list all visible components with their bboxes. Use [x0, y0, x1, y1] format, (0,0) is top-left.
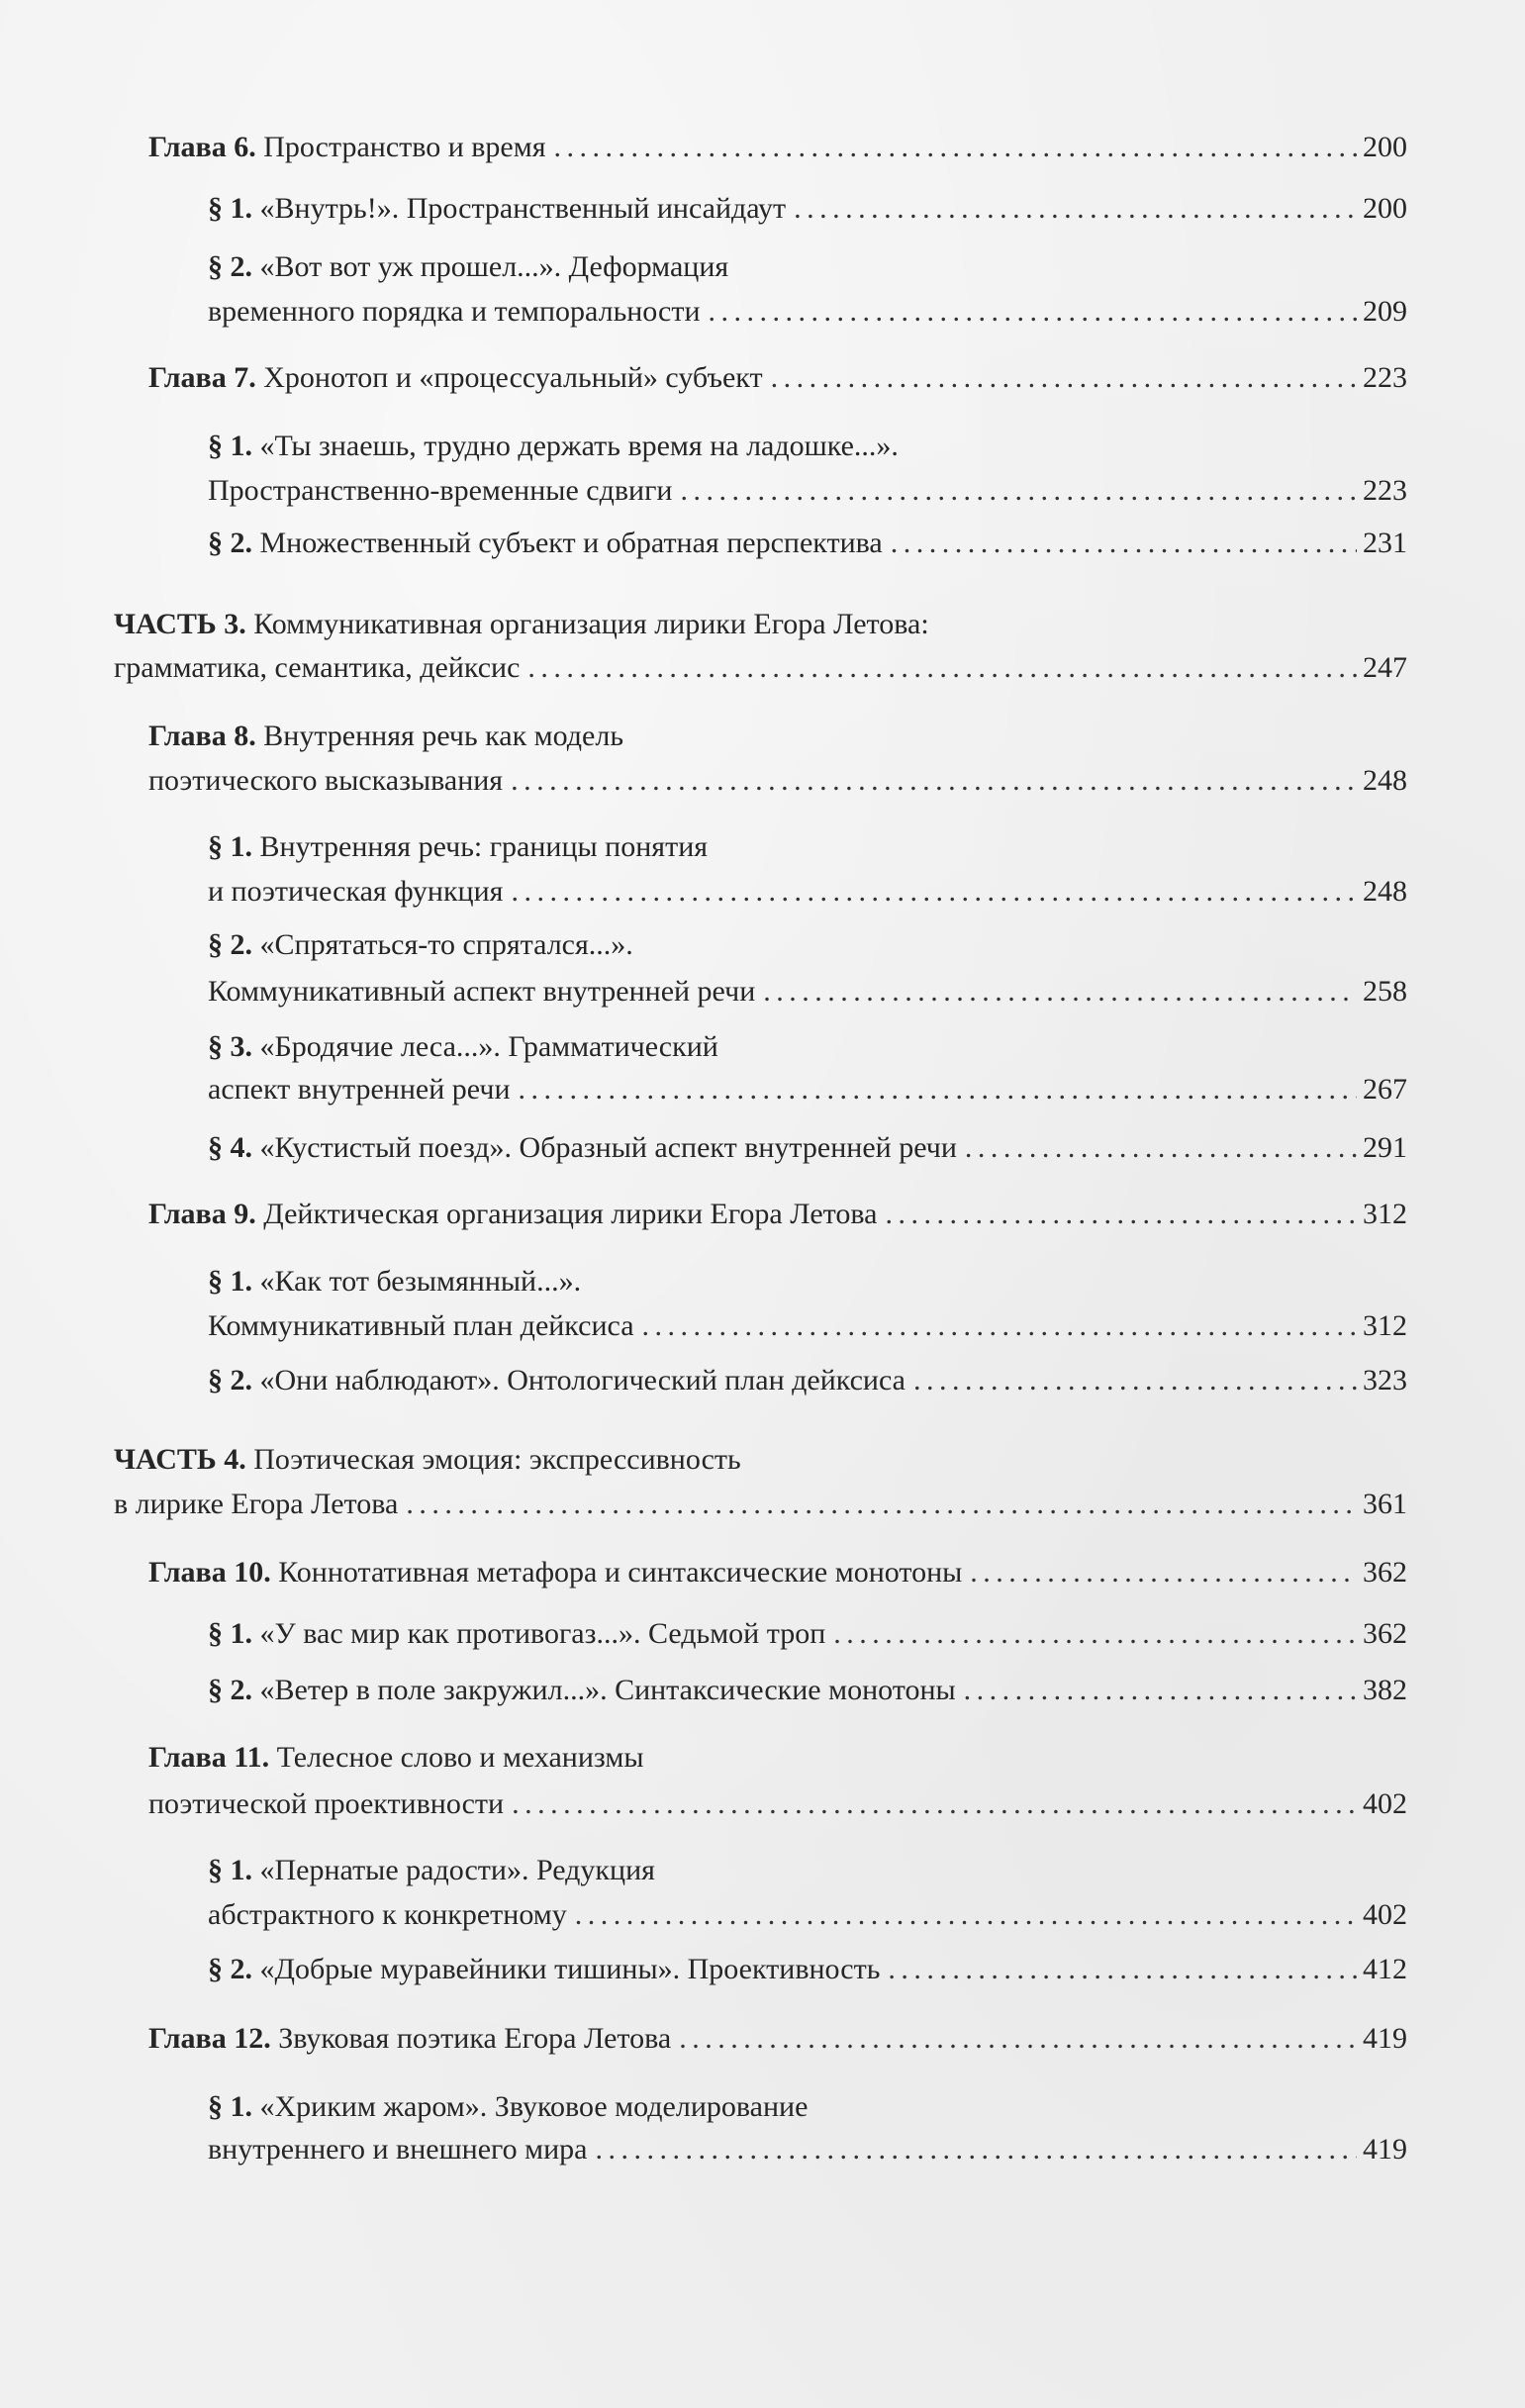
toc-chapter-12[interactable]	[148, 2017, 1407, 2061]
entry-title-cont: Пространственно-временные сдвиги	[208, 474, 673, 507]
toc-chapter-8-line1[interactable]	[148, 715, 1407, 758]
entry-title: Дейктическая организация лирики Егора Летова	[263, 1198, 878, 1230]
entry-title: «Пернатые радости». Редукция	[259, 1854, 655, 1886]
dot-leader	[794, 187, 1357, 231]
entry-title-cont: аспект внутренней речи	[208, 1073, 511, 1106]
dot-leader	[885, 1193, 1357, 1236]
dot-leader	[595, 2128, 1357, 2171]
entry-label: Глава 6.	[148, 131, 256, 163]
entry-label: § 1.	[208, 1265, 252, 1298]
entry-title-cont: Коммуникативный аспект внутренней речи	[208, 975, 756, 1008]
dot-leader	[575, 1893, 1357, 1937]
dot-leader	[970, 1551, 1357, 1594]
entry-title: «Бродячие леса...». Грамматический	[259, 1030, 718, 1063]
entry-label: § 3.	[208, 1030, 252, 1063]
page-number: 419	[1363, 2133, 1407, 2166]
toc-section-6-2-line2[interactable]	[208, 290, 1407, 334]
entry-title: Коммуникативная организация лирики Егора Летова:	[253, 608, 929, 640]
dot-leader	[406, 1483, 1357, 1526]
entry-label: § 2.	[208, 1674, 252, 1706]
dot-leader	[512, 1782, 1357, 1826]
entry-title: «Внутрь!». Пространственный инсайдаут	[259, 192, 787, 225]
page-number: 362	[1363, 1556, 1407, 1589]
page-number: 419	[1363, 2022, 1407, 2055]
entry-title: «Спрятаться-то спрятался...».	[259, 928, 633, 961]
toc-chapter-6[interactable]	[148, 126, 1407, 169]
entry-title-cont: грамматика, семантика, дейксис	[114, 651, 521, 684]
page-number: 267	[1363, 1073, 1407, 1106]
entry-title: Внутренняя речь как модель	[263, 720, 624, 752]
entry-title: Множественный субъект и обратная перспектива	[259, 527, 883, 559]
toc-section-7-1-line2[interactable]	[208, 469, 1407, 513]
toc-section-8-3-line1[interactable]	[208, 1025, 1407, 1069]
toc-chapter-11-line1[interactable]	[148, 1736, 1407, 1780]
page-number: 361	[1363, 1488, 1407, 1520]
entry-title: «Кустистый поезд». Образный аспект внутренней речи	[259, 1131, 957, 1164]
entry-label: Глава 7.	[148, 361, 256, 394]
dot-leader	[771, 356, 1357, 400]
page-number: 247	[1363, 651, 1407, 684]
toc-chapter-8-line2[interactable]	[148, 759, 1407, 803]
page-number: 248	[1363, 764, 1407, 797]
entry-title-cont: Коммуникативный план дейксиса	[208, 1309, 634, 1342]
page-number: 223	[1363, 474, 1407, 507]
entry-title: «Хриким жаром». Звуковое моделирование	[259, 2090, 809, 2123]
page-number: 402	[1363, 1898, 1407, 1931]
entry-title: «Ветер в поле закружил...». Синтаксические монотоны	[259, 1674, 956, 1706]
entry-title: «Добрые муравейники тишины». Проективность	[259, 1953, 881, 1985]
entry-label: § 1.	[208, 192, 252, 225]
entry-title: Пространство и время	[263, 131, 546, 163]
toc-section-6-1[interactable]	[208, 187, 1407, 231]
dot-leader	[527, 646, 1357, 690]
toc-chapter-9[interactable]	[148, 1193, 1407, 1236]
page-number: 382	[1363, 1674, 1407, 1706]
dot-leader	[709, 290, 1357, 334]
entry-title: «Они наблюдают». Онтологический план дейксиса	[259, 1364, 905, 1397]
page-number: 312	[1363, 1309, 1407, 1342]
dot-leader	[679, 2017, 1357, 2061]
entry-label: § 1.	[208, 1854, 252, 1886]
entry-label: § 1.	[208, 2090, 252, 2123]
entry-label: § 1.	[208, 1617, 252, 1650]
dot-leader	[642, 1304, 1357, 1348]
toc-chapter-10[interactable]	[148, 1551, 1407, 1594]
toc-section-9-1-line2[interactable]	[208, 1304, 1407, 1348]
toc-part-3-line1[interactable]	[114, 603, 1407, 646]
toc-section-11-1-line2[interactable]	[208, 1893, 1407, 1937]
page-number: 291	[1363, 1131, 1407, 1164]
dot-leader	[913, 1359, 1357, 1402]
toc-section-11-1-line1[interactable]	[208, 1849, 1407, 1892]
toc-section-8-4[interactable]	[208, 1126, 1407, 1170]
dot-leader	[888, 1948, 1357, 1991]
entry-label: § 1.	[208, 830, 252, 863]
toc-section-8-3-line2[interactable]	[208, 1068, 1407, 1111]
entry-label: ЧАСТЬ 3.	[114, 608, 246, 640]
dot-leader	[833, 1612, 1357, 1656]
toc-section-7-2[interactable]	[208, 522, 1407, 565]
entry-title: Внутренняя речь: границы понятия	[259, 830, 709, 863]
entry-title-cont: внутреннего и внешнего мира	[208, 2133, 588, 2166]
toc-section-12-1-line1[interactable]	[208, 2085, 1407, 2129]
entry-label: § 2.	[208, 928, 252, 961]
page-number: 248	[1363, 875, 1407, 908]
toc-section-12-1-line2[interactable]	[208, 2128, 1407, 2171]
entry-title: «Как тот безымянный...».	[259, 1265, 582, 1298]
dot-leader	[511, 870, 1357, 914]
entry-title: Хронотоп и «процессуальный» субъект	[263, 361, 763, 394]
entry-label: ЧАСТЬ 4.	[114, 1443, 246, 1476]
dot-leader	[680, 469, 1357, 513]
toc-chapter-7[interactable]	[148, 356, 1407, 400]
entry-label: § 2.	[208, 527, 252, 559]
entry-label: § 2.	[208, 1953, 252, 1985]
page-number: 223	[1363, 361, 1407, 394]
page-number: 402	[1363, 1787, 1407, 1820]
toc-part-4-line1[interactable]	[114, 1438, 1407, 1482]
toc-section-8-1-line2[interactable]	[208, 870, 1407, 914]
entry-label: § 1.	[208, 430, 252, 462]
dot-leader	[965, 1126, 1357, 1170]
entry-title-cont: и поэтическая функция	[208, 875, 504, 908]
toc-section-10-1[interactable]	[208, 1612, 1407, 1656]
toc-section-8-1-line1[interactable]	[208, 825, 1407, 869]
page-number: 209	[1363, 295, 1407, 328]
toc-chapter-11-line2[interactable]	[148, 1782, 1407, 1826]
toc-part-4-line2[interactable]	[114, 1483, 1407, 1526]
entry-title-cont: абстрактного к конкретному	[208, 1898, 567, 1931]
entry-title-cont: поэтической проективности	[148, 1787, 505, 1820]
page-number: 323	[1363, 1364, 1407, 1397]
page-number: 200	[1363, 131, 1407, 163]
dot-leader	[519, 1068, 1358, 1111]
entry-label: § 2.	[208, 1364, 252, 1397]
entry-title: Звуковая поэтика Егора Летова	[278, 2022, 672, 2055]
entry-label: § 2.	[208, 250, 252, 283]
entry-label: Глава 11.	[148, 1741, 270, 1774]
page-number: 200	[1363, 192, 1407, 225]
entry-title: Коннотативная метафора и синтаксические монотоны	[278, 1556, 963, 1589]
entry-title: «Ты знаешь, трудно держать время на ладошке...».	[259, 430, 899, 462]
toc-section-10-2[interactable]	[208, 1669, 1407, 1712]
toc-section-9-2[interactable]	[208, 1359, 1407, 1402]
entry-title: «Вот вот уж прошел...». Деформация	[259, 250, 729, 283]
toc-section-8-2-line1[interactable]	[208, 923, 1407, 967]
dot-leader	[554, 126, 1357, 169]
page-number: 231	[1363, 527, 1407, 559]
entry-label: Глава 10.	[148, 1556, 271, 1589]
entry-title: Телесное слово и механизмы	[276, 1741, 644, 1774]
entry-label: Глава 8.	[148, 720, 256, 752]
entry-label: Глава 12.	[148, 2022, 271, 2055]
dot-leader	[891, 522, 1357, 565]
entry-title: «У вас мир как противогаз...». Седьмой троп	[259, 1617, 826, 1650]
entry-title-cont: поэтического высказывания	[148, 764, 504, 797]
toc-section-6-2-line1[interactable]	[208, 245, 1407, 289]
toc-section-8-2-line2[interactable]	[208, 970, 1407, 1013]
toc-section-9-1-line1[interactable]	[208, 1260, 1407, 1303]
dot-leader	[511, 759, 1357, 803]
page-number: 412	[1363, 1953, 1407, 1985]
toc-section-11-2[interactable]	[208, 1948, 1407, 1991]
dot-leader	[964, 1669, 1357, 1712]
entry-title-cont: в лирике Егора Летова	[114, 1488, 399, 1520]
entry-title: Поэтическая эмоция: экспрессивность	[253, 1443, 741, 1476]
toc-part-3-line2[interactable]	[114, 646, 1407, 690]
page-number: 258	[1363, 975, 1407, 1008]
toc-section-7-1-line1[interactable]	[208, 425, 1407, 468]
entry-label: Глава 9.	[148, 1198, 256, 1230]
entry-title-cont: временного порядка и темпоральности	[208, 295, 701, 328]
page-number: 362	[1363, 1617, 1407, 1650]
dot-leader	[763, 970, 1357, 1013]
page-number: 312	[1363, 1198, 1407, 1230]
entry-label: § 4.	[208, 1131, 252, 1164]
